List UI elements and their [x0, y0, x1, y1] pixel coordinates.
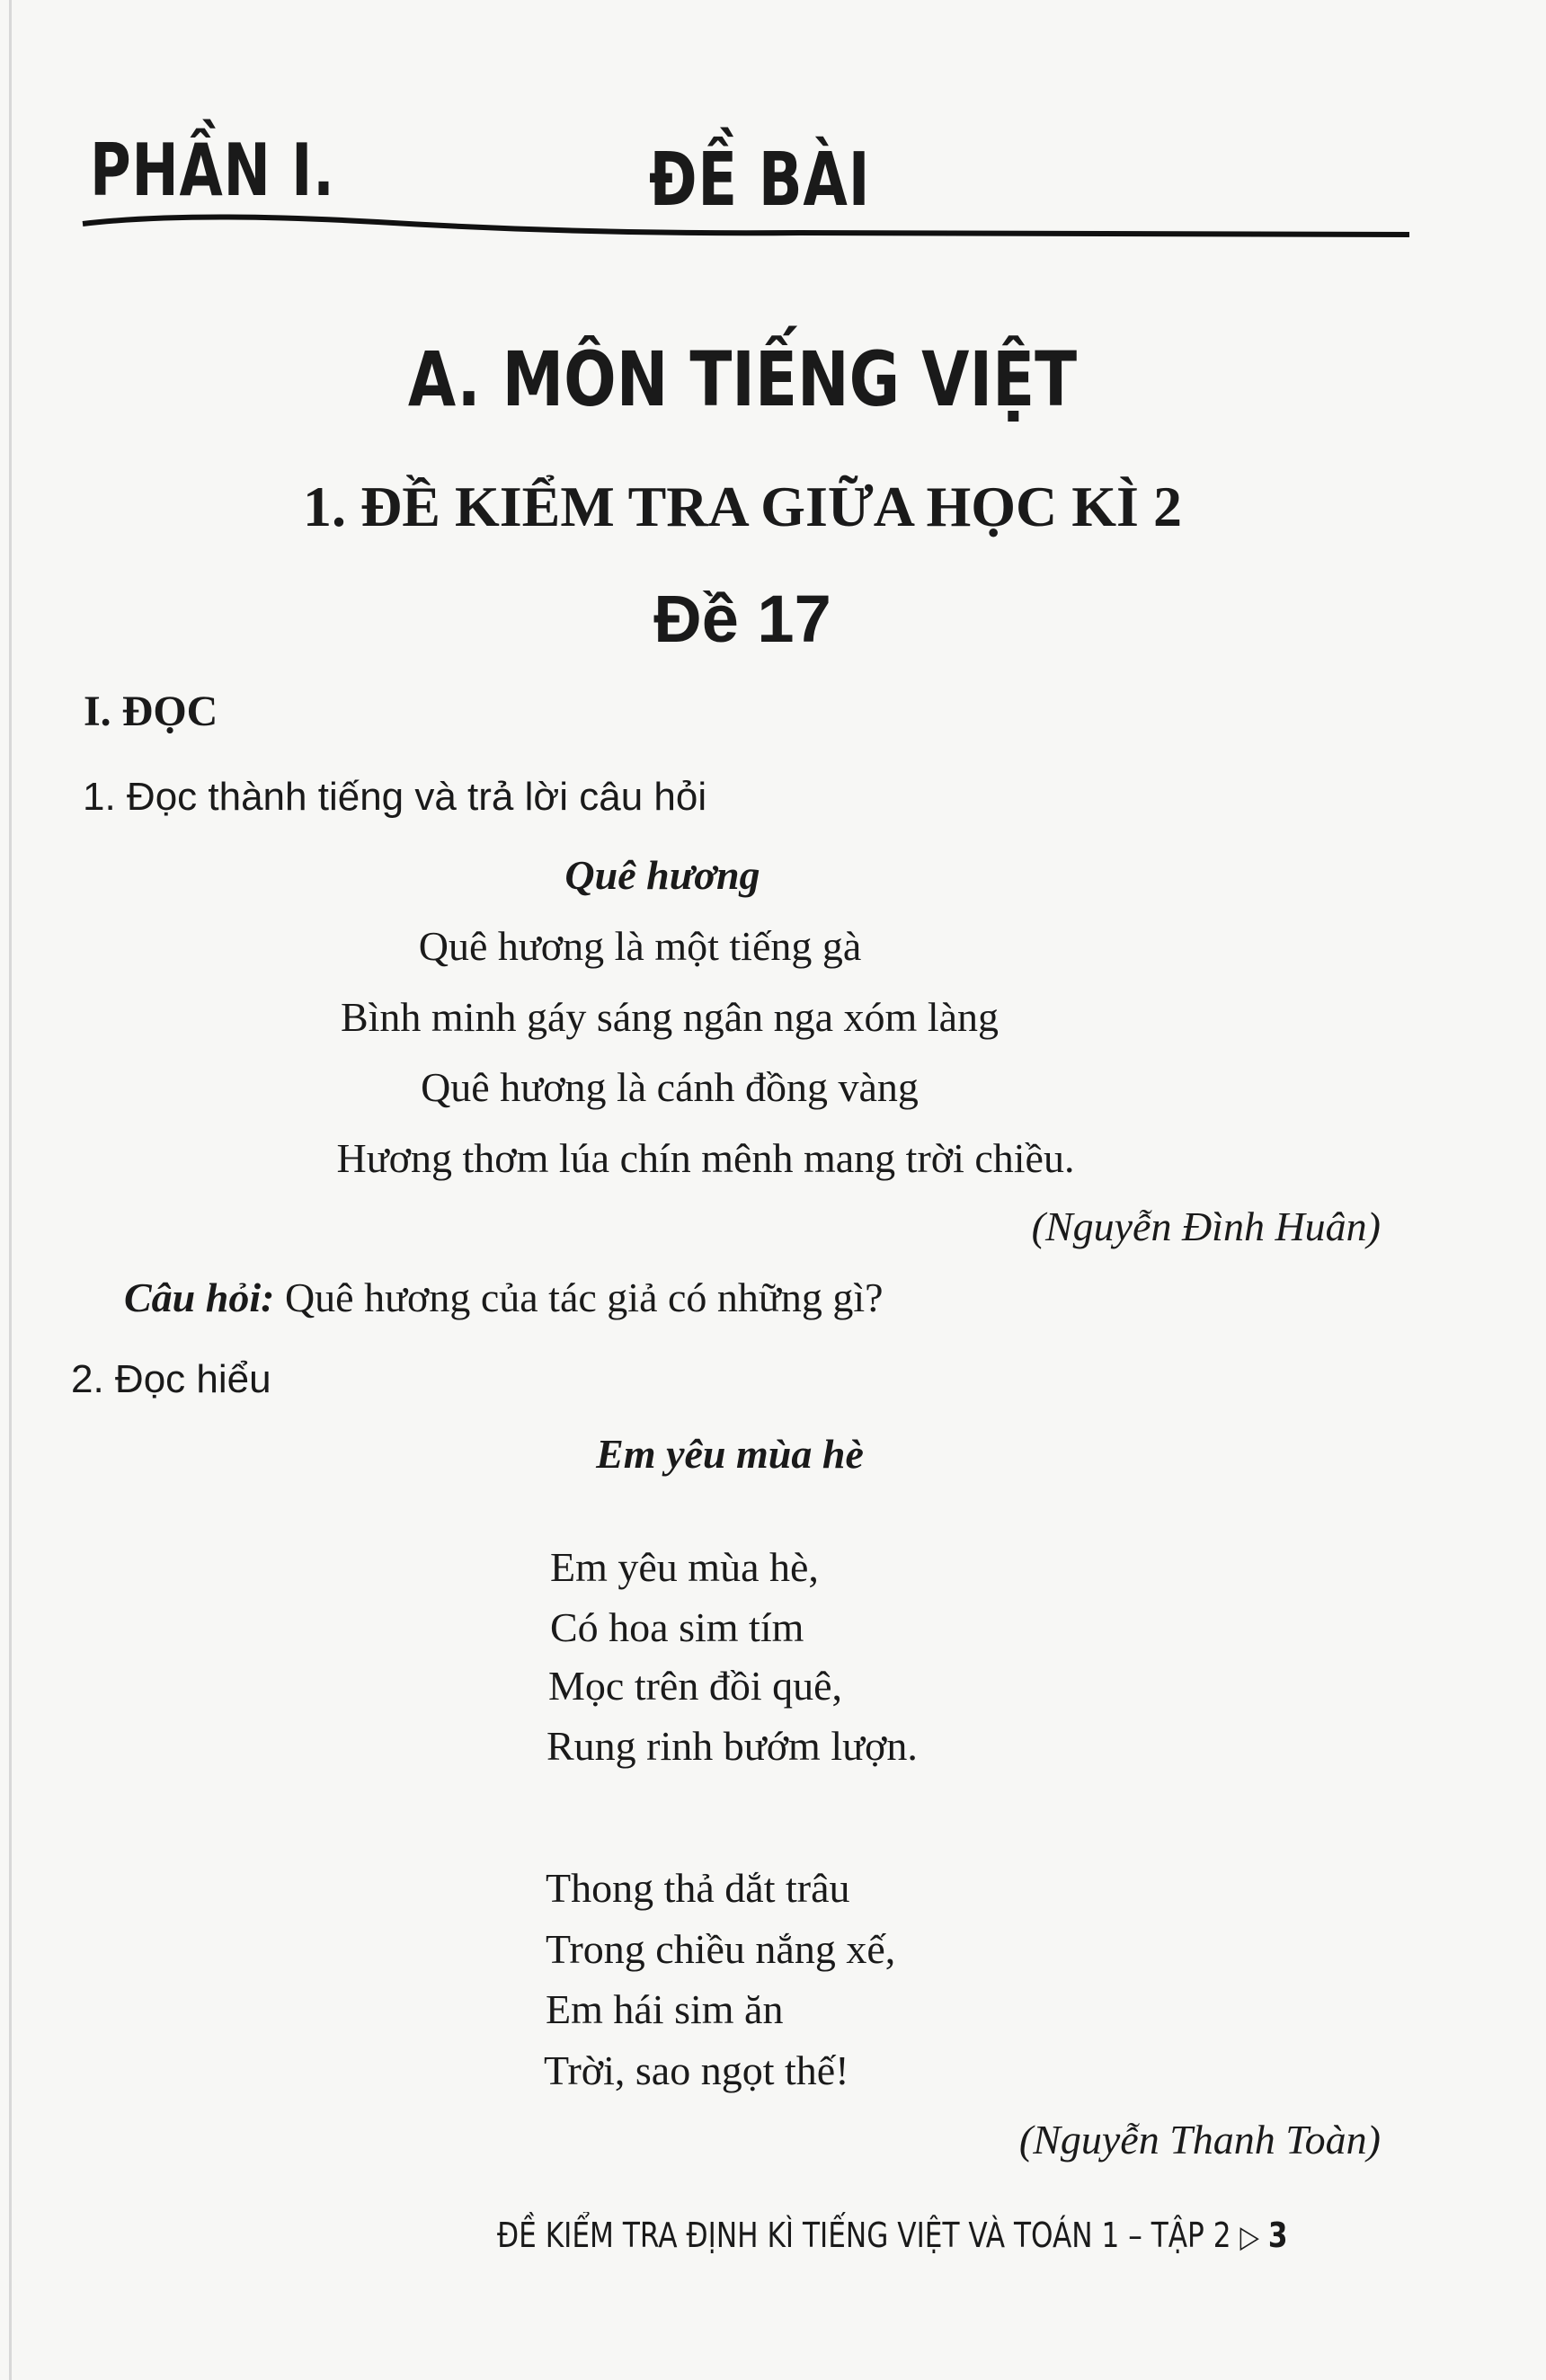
poem2-author: (Nguyễn Thanh Toàn): [1018, 2117, 1381, 2162]
poem2-title: Em yêu mùa hè: [596, 1431, 864, 1477]
poem1-line: Quê hương là một tiếng gà: [418, 923, 862, 969]
part2-heading: 2. Đọc hiểu: [71, 1357, 271, 1401]
triangle-arrow-icon: ▷: [1239, 2219, 1259, 2255]
poem2-line: Mọc trên đồi quê,: [548, 1663, 843, 1709]
part-label: PHẦN I.: [90, 129, 335, 212]
poem2-line: Thong thả dắt trâu: [546, 1865, 850, 1911]
footer: [497, 2216, 1288, 2255]
poem1-title: Quê hương: [564, 852, 760, 898]
page-number: 3: [1267, 2216, 1288, 2255]
part1-heading: 1. Đọc thành tiếng và trả lời câu hỏi: [83, 775, 707, 819]
poem2-line: Trong chiều nắng xế,: [546, 1926, 896, 1972]
poem1-line: Bình minh gáy sáng ngân nga xóm làng: [340, 994, 1000, 1040]
subject-heading: A. MÔN TIẾNG VIỆT: [407, 335, 1078, 423]
footer-book-title: ĐỀ KIỂM TRA ĐỊNH KÌ TIẾNG VIỆT VÀ TOÁN 1 – TẬP 2: [497, 2216, 1231, 2255]
question-label: Câu hỏi:: [124, 1274, 275, 1320]
exam-number: Đề 17: [653, 582, 831, 656]
page-edge: [9, 0, 12, 2380]
part-title: ĐỀ BÀI: [649, 138, 871, 223]
question-text: Quê hương của tác giả có những gì?: [274, 1274, 884, 1320]
poem2-line: Rung rinh bướm lượn.: [546, 1723, 918, 1769]
poem1-line: Quê hương là cánh đồng vàng: [421, 1064, 919, 1110]
poem1-line: Hương thơm lúa chín mênh mang trời chiều.: [336, 1135, 1075, 1181]
poem2-line: Có hoa sim tím: [550, 1604, 804, 1650]
question: [124, 1274, 884, 1320]
poem2-line: Trời, sao ngọt thế!: [544, 2047, 849, 2093]
poem2-line: Em yêu mùa hè,: [550, 1544, 819, 1590]
poem2-line: Em hái sim ăn: [546, 1986, 784, 2032]
poem1-author: (Nguyễn Đình Huân): [1031, 1203, 1381, 1249]
section-heading: I. ĐỌC: [84, 688, 218, 735]
header-rule: [81, 211, 1411, 247]
exam-title: 1. ĐỀ KIỂM TRA GIỮA HỌC KÌ 2: [303, 475, 1182, 538]
